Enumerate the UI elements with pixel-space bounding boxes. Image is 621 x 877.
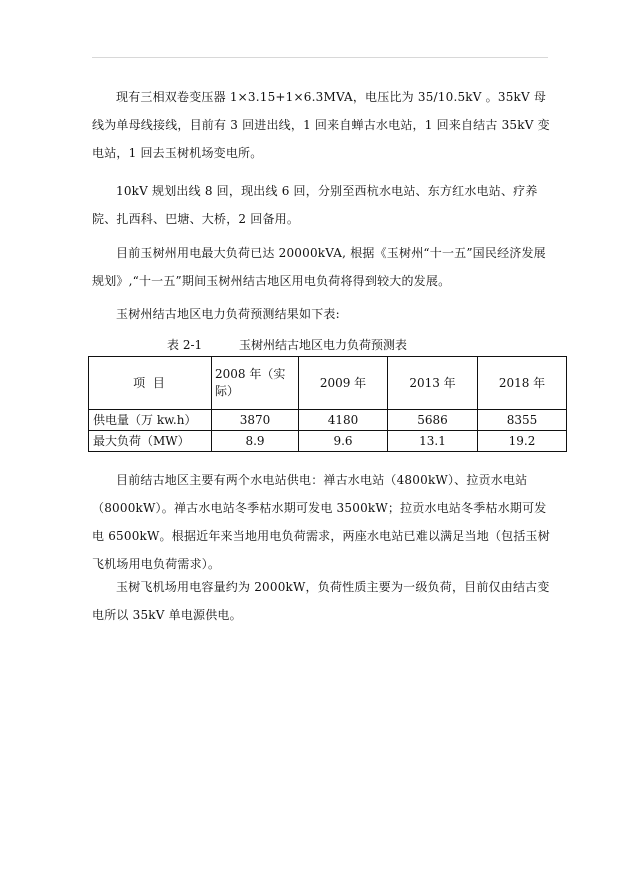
table-cell: 4180 — [299, 410, 388, 431]
table-cell: 最大负荷（MW） — [89, 431, 212, 452]
table-cell: 8355 — [478, 410, 567, 431]
table-header-cell: 2013 年 — [388, 357, 478, 410]
table-cell: 19.2 — [478, 431, 567, 452]
table-cell: 13.1 — [388, 431, 478, 452]
paragraph-table-intro: 玉树州结古地区电力负荷预测结果如下表: — [116, 307, 340, 321]
table-header-cell: 2008 年（实际） — [212, 357, 299, 410]
table-header-row — [89, 357, 567, 410]
table-cell: 5686 — [388, 410, 478, 431]
table-header-cell: 2018 年 — [478, 357, 567, 410]
table-cell: 9.6 — [299, 431, 388, 452]
paragraph-10kv-lines: 10kV 规划出线 8 回，现出线 6 回，分别至西杭水电站、东方红水电站、疗养院、扎西科、巴塘、大桥，2 回备用。 — [92, 184, 538, 226]
table-cell: 8.9 — [212, 431, 299, 452]
table-row — [89, 410, 567, 431]
table-header-cell: 项 目 — [89, 357, 212, 410]
table-caption-number: 表 2-1 — [167, 338, 203, 352]
header-rule — [92, 57, 548, 58]
table-row — [89, 431, 567, 452]
paragraph-airport: 玉树飞机场用电容量约为 2000kW，负荷性质主要为一级负荷，目前仅由结古变电所以 35kV 单电源供电。 — [92, 580, 550, 622]
load-forecast-table — [88, 356, 567, 452]
table-caption-title: 玉树州结古地区电力负荷预测表 — [239, 338, 408, 352]
table-cell: 供电量（万 kw.h） — [89, 410, 212, 431]
paragraph-transformer: 现有三相双卷变压器 1×3.15+1×6.3MVA，电压比为 35/10.5kV 。35kV 母线为单母线接线，目前有 3 回进出线，1 回来自蝉古水电站，1 回来自结古 35kV 变电站，1 回去玉树机场变电所。 — [92, 90, 550, 160]
paragraph-hydropower: 目前结古地区主要有两个水电站供电：禅古水电站（4800kW）、拉贡水电站（8000kW）。禅古水电站冬季枯水期可发电 3500kW；拉贡水电站冬季枯水期可发电 6500kW。根据近年来当地用电负荷需求，两座水电站已难以满足当地（包括玉树飞机场用电负荷需求）。 — [92, 473, 550, 571]
table-header-cell: 2009 年 — [299, 357, 388, 410]
table-cell: 3870 — [212, 410, 299, 431]
paragraph-max-load: 目前玉树州用电最大负荷已达 20000kVA, 根据《玉树州“十一五”国民经济发展规划》,“十一五”期间玉树州结古地区用电负荷将得到较大的发展。 — [92, 246, 546, 288]
